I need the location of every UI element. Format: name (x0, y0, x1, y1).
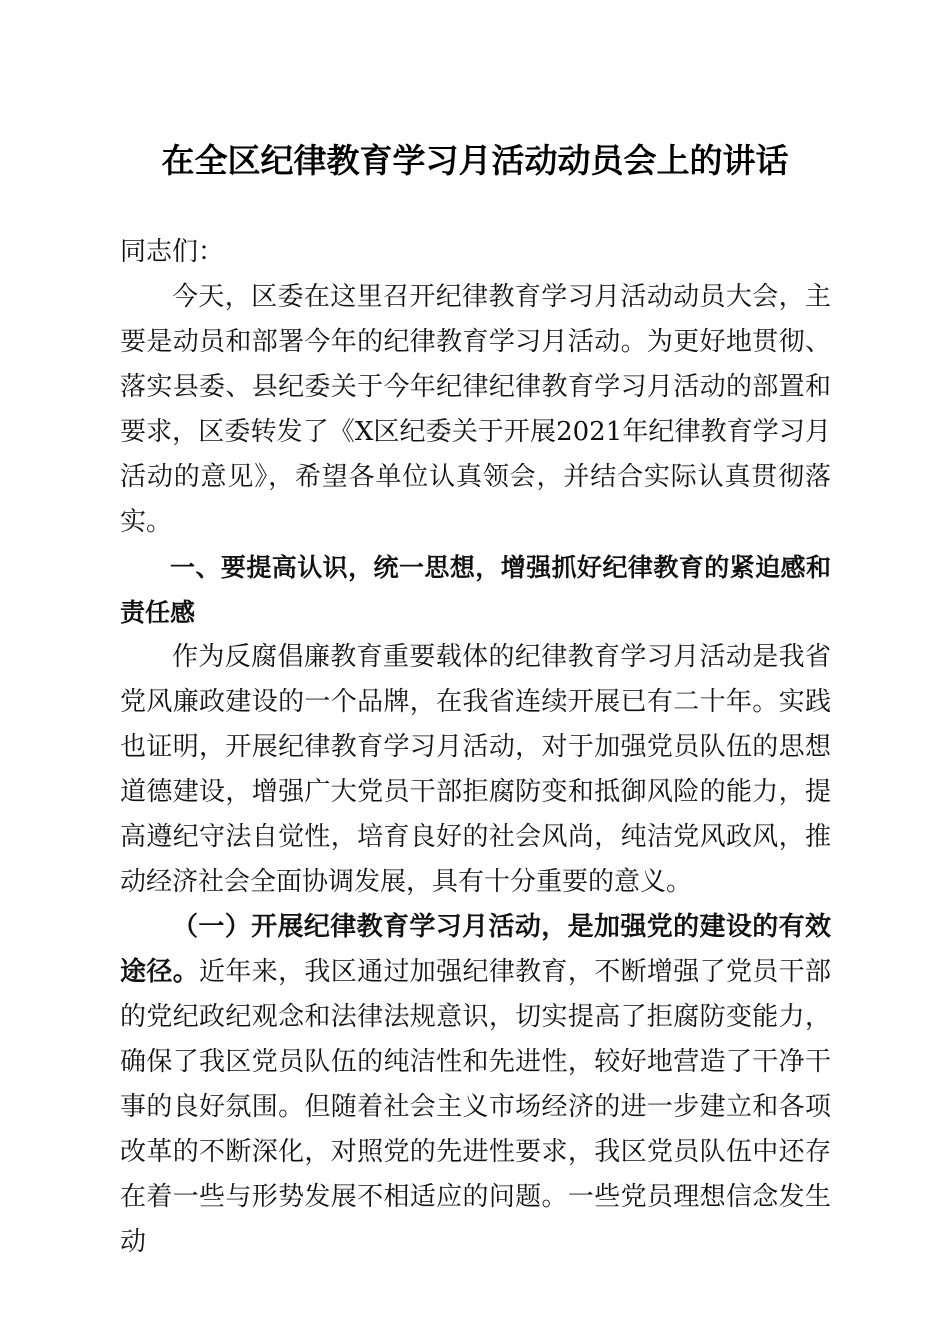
intro-paragraph: 今天，区委在这里召开纪律教育学习月活动动员大会，主要是动员和部署今年的纪律教育学习月活动。为更好地贯彻、落实县委、县纪委关于今年纪律纪律教育学习月活动的部置和要求，区委转发了《X区纪委关于开展2021年纪律教育学习月活动的意见》，希望各单位认真领会，并结合实际认真贯彻落实。 (120, 282, 831, 537)
section-1-paragraph: 作为反腐倡廉教育重要载体的纪律教育学习月活动是我省党风廉政建设的一个品牌，在我省连续开展已有二十年。实践也证明，开展纪律教育学习月活动，对于加强党员队伍的思想道德建设，增强广大党员干部拒腐防变和抵御风险的能力，提高遵纪守法自觉性，培育良好的社会风尚，纯洁党风政风，推动经济社会全面协调发展，具有十分重要的意义。 (120, 642, 831, 897)
document-title: 在全区纪律教育学习月活动动员会上的讲话 (161, 141, 789, 180)
subsection-1-text: 近年来，我区通过加强纪律教育，不断增强了党员干部的党纪政纪观念和法律法规意识，切实提高了拒腐防变能力，确保了我区党员队伍的纯洁性和先进性，较好地营造了干净干事的良好氛围。但随着社会主义市场经济的进一步建立和各项改革的不断深化，对照党的先进性要求，我区党员队伍中还存在着一些与形势发展不相适应的问题。一些党员理想信念发生动 (120, 957, 831, 1257)
document-body (120, 230, 831, 1265)
section-1-heading: 一、要提高认识，统一思想，增强抓好纪律教育的紧迫感和责任感 (120, 553, 831, 627)
salutation: 同志们： (120, 237, 225, 267)
subsection-1-paragraph (120, 905, 831, 1265)
subsection-1-lead: （一）开展纪律教育学习月活动，是加强党的建设的有效途径。 (120, 912, 831, 987)
